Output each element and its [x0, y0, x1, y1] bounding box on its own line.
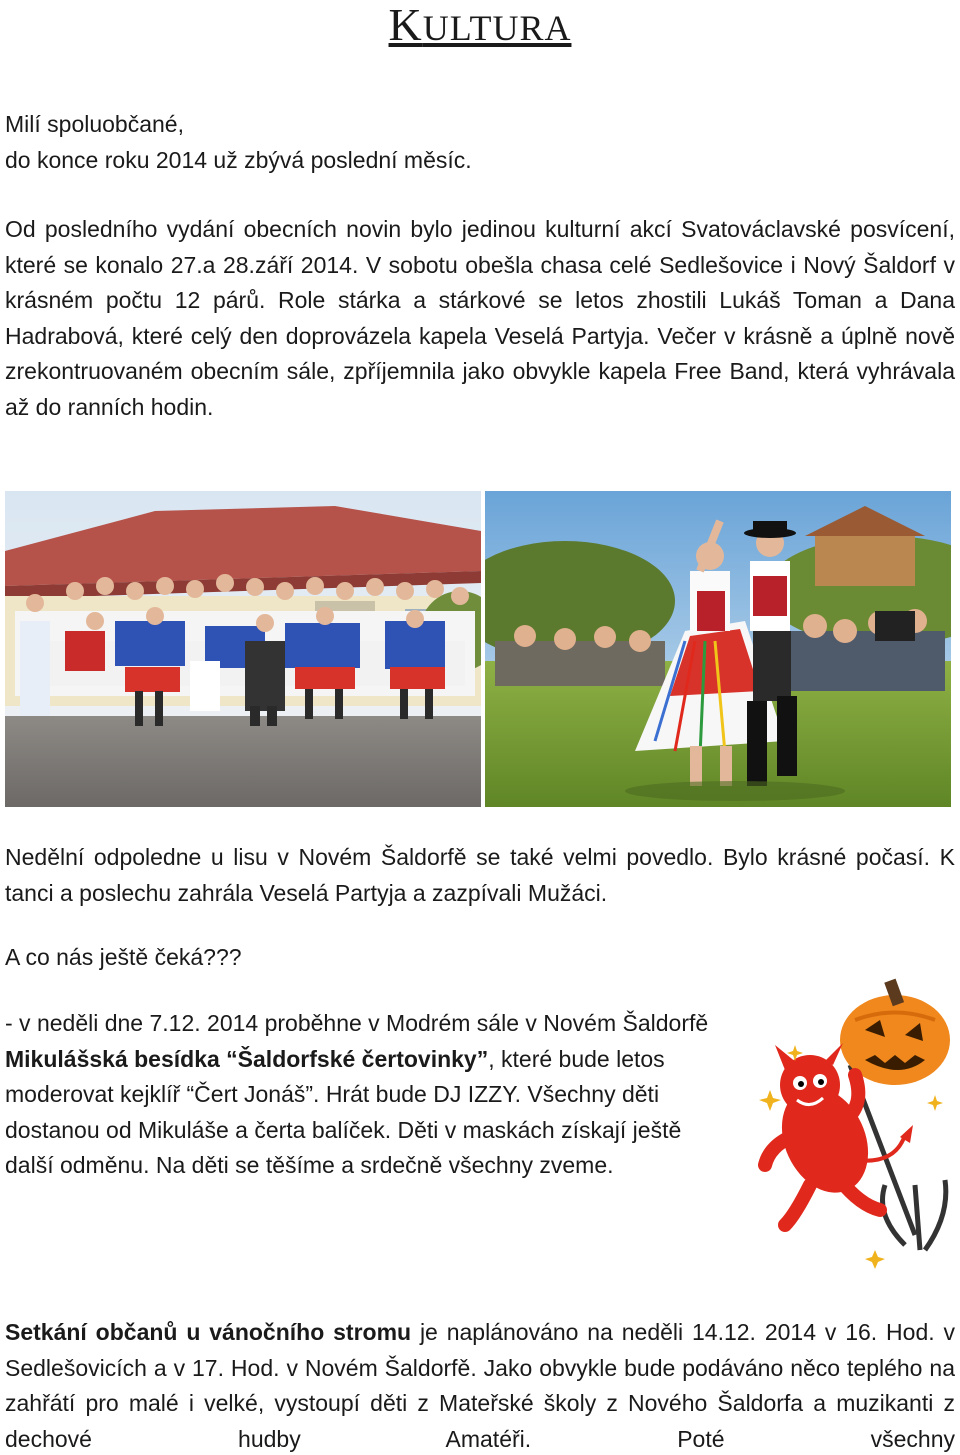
- event-name: Mikulášská besídka “Šaldorfské čertovinky”: [5, 1045, 489, 1072]
- question-heading: A co nás ještě čeká???: [5, 944, 242, 970]
- paragraph-mikulas: [5, 1006, 730, 1184]
- greeting-line-1: Milí spoluobčané,: [5, 111, 184, 137]
- page-title: KULTURA: [388, 0, 572, 50]
- paragraph-vanocni-strom: [5, 1315, 955, 1455]
- greeting-line-2: do konce roku 2014 už zbývá poslední měsíc.: [5, 147, 472, 173]
- tree-event-details: je naplánováno na neděli 14.12. 2014 v 16. Hod. v Sedlešovicích a v 17. Hod. v Novém Šaldorfě. Jako obvykle bude podáváno něco teplého na zahřátí pro malé i velké, vystoupí děti z Mateřské školy z Nového Šaldorfa a muzikanti z dechové hudby Amatéři. Poté všechny: [5, 1319, 955, 1452]
- group-photo: [5, 491, 481, 807]
- paragraph-lis: Nedělní odpoledne u lisu v Novém Šaldorfě se také velmi povedlo. Bylo krásné počasí. K tanci a poslechu zahrála Veselá Partyja a zazpívali Mužáci.: [5, 844, 955, 906]
- tree-event-name: Setkání občanů u vánočního stromu: [5, 1319, 412, 1345]
- dance-photo: [485, 491, 951, 807]
- paragraph-posviceni: Od posledního vydání obecních novin bylo jedinou kulturní akcí Svatováclavské posvícení, které se konalo 27.a 28.září 2014. V sobotu obešla chasa celé Sedlešovice i Nový Šaldorf v krásném počtu 12 párů. Role stárka a stárkové se letos zhostili Lukáš Toman a Dana Hadrabová, které celý den doprovázela kapela Veselá Partyja. Večer v krásně a úplně nově zrekontruovaném obecním sále, zpříjemnila jako obvykle kapela Free Band, která vyhrávala až do ranních hodin.: [5, 216, 955, 420]
- devil-icon: [755, 965, 955, 1270]
- event-intro: - v neděli dne 7.12. 2014 proběhne v Modrém sále v Novém Šaldorfě: [5, 1010, 709, 1036]
- event-details: , které bude letos moderovat kejklíř “Čert Jonáš”. Hrát bude DJ IZZY. Všechny děti dostanou od Mikuláše a čerta balíček. Děti v maskách získají ještě další odměnu. Na děti se těšíme a srdečně všechny zveme.: [5, 1045, 682, 1178]
